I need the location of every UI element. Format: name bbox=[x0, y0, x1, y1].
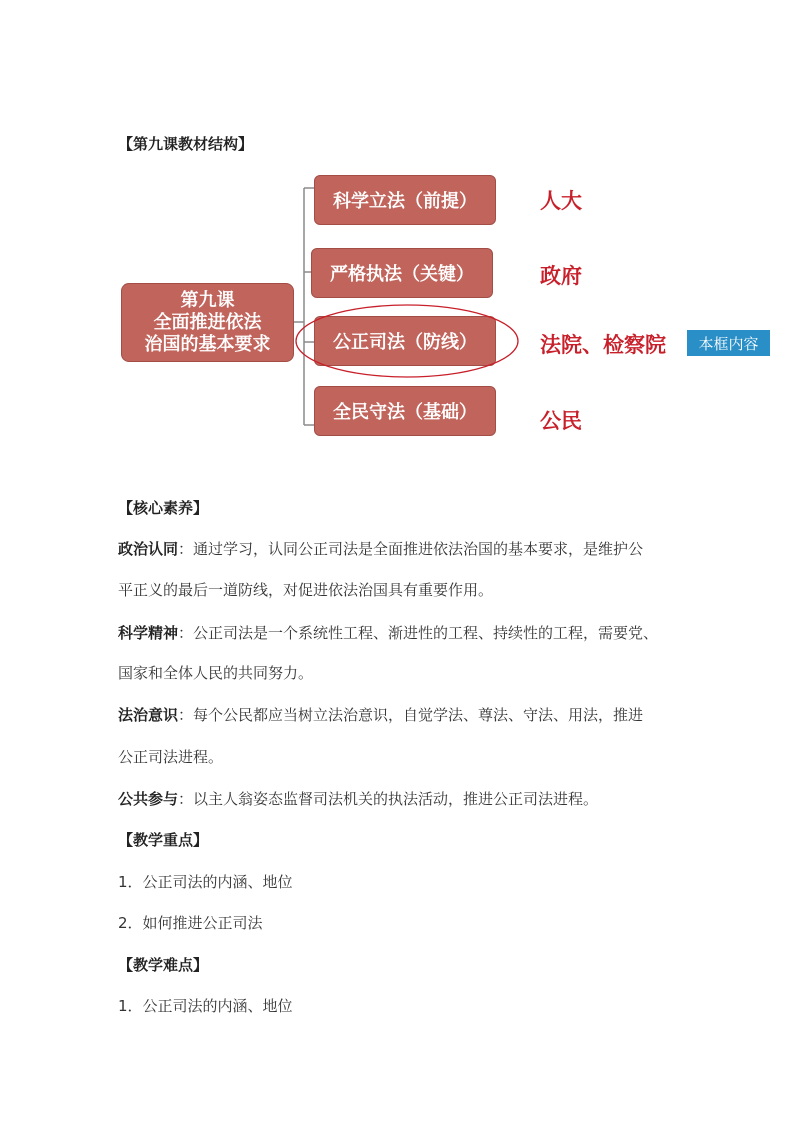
core-item-2-line-2: 国家和全体人民的共同努力。 bbox=[118, 664, 314, 682]
key-point-2: 2．如何推进公正司法 bbox=[118, 914, 263, 932]
core-item-3-line-1: 法治意识：每个公民都应当树立法治意识，自觉学法、尊法、守法、用法，推进 bbox=[118, 706, 644, 724]
side-label-3: 法院、检察院 bbox=[540, 333, 666, 357]
core-item-3-line-2: 公正司法进程。 bbox=[118, 748, 224, 766]
side-label-2: 政府 bbox=[540, 264, 582, 288]
core-item-1-line-2: 平正义的最后一道防线，对促进依法治国具有重要作用。 bbox=[118, 581, 494, 599]
structure-heading: 【第九课教材结构】 bbox=[118, 135, 254, 153]
key-point-1: 1．公正司法的内涵、地位 bbox=[118, 873, 293, 891]
branch-label-2: 严格执法（关键） bbox=[330, 264, 474, 285]
core-term-2: 科学精神 bbox=[118, 624, 179, 642]
side-label-4: 公民 bbox=[540, 409, 582, 433]
core-term-3: 法治意识 bbox=[118, 706, 179, 724]
core-term-1: 政治认同 bbox=[118, 540, 179, 558]
highlight-ellipse bbox=[296, 305, 518, 377]
key-points-heading: 【教学重点】 bbox=[118, 831, 209, 849]
center-line-2: 全面推进依法 bbox=[153, 311, 262, 333]
core-term-4: 公共参与 bbox=[118, 790, 179, 808]
branch-label-4: 全民守法（基础） bbox=[333, 402, 477, 423]
difficult-point-1: 1．公正司法的内涵、地位 bbox=[118, 997, 293, 1015]
difficult-points-heading: 【教学难点】 bbox=[118, 956, 209, 974]
side-label-1: 人大 bbox=[540, 189, 582, 213]
center-line-3: 治国的基本要求 bbox=[144, 333, 271, 355]
core-heading: 【核心素养】 bbox=[118, 499, 209, 517]
branch-label-3: 公正司法（防线） bbox=[333, 332, 477, 353]
center-line-1: 第九课 bbox=[180, 289, 235, 311]
core-item-4-line-1: 公共参与：以主人翁姿态监督司法机关的执法活动，推进公正司法进程。 bbox=[118, 790, 599, 808]
core-item-1-line-1: 政治认同：通过学习，认同公正司法是全面推进依法治国的基本要求，是维护公 bbox=[118, 540, 644, 558]
this-lesson-tag: 本框内容 bbox=[687, 330, 770, 356]
core-item-2-line-1: 科学精神：公正司法是一个系统性工程、渐进性的工程、持续性的工程，需要党、 bbox=[118, 624, 659, 642]
branch-label-1: 科学立法（前提） bbox=[333, 191, 477, 212]
